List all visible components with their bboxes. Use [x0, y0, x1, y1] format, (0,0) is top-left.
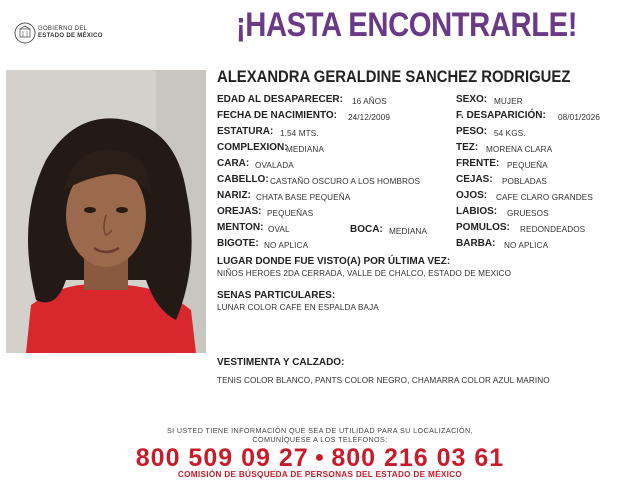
government-logo-text: [38, 26, 103, 40]
lugar-label: LUGAR DONDE FUE VISTO(A) POR ÚLTIMA VEZ:: [217, 256, 451, 267]
separator-dot-icon: ●: [314, 449, 326, 466]
phone-number-1[interactable]: 800 509 09 27: [135, 444, 309, 472]
field-peso: [456, 126, 487, 137]
field-pomulos: [456, 222, 510, 233]
field-cejas: [456, 174, 493, 185]
commission-name: COMISIÓN DE BÚSQUEDA DE PERSONAS DEL ESTADO DE MÉXICO: [177, 470, 463, 479]
estatura-value: 1.54 MTS.: [280, 129, 319, 138]
menton-value: OVAL: [268, 225, 290, 234]
cejas-value: POBLADAS: [502, 177, 547, 186]
fdesaparicion-value: 08/01/2026: [558, 113, 600, 122]
nacimiento-value: 24/12/2009: [348, 113, 390, 122]
labios-value: GRUESOS: [507, 209, 549, 218]
field-fdesaparicion: [456, 110, 546, 121]
tez-label: TEZ:: [456, 142, 479, 153]
field-nariz: [217, 190, 251, 201]
nariz-label: NARIZ:: [217, 190, 251, 201]
peso-label: PESO:: [456, 126, 488, 137]
cabello-label: CABELLO:: [217, 174, 269, 185]
tez-value: MORENA CLARA: [486, 145, 553, 154]
section-vestimenta: [217, 357, 344, 368]
vestimenta-label: VESTIMENTA Y CALZADO:: [217, 357, 345, 368]
peso-value: 54 KGS.: [494, 129, 526, 138]
edad-value: 16 AÑOS: [352, 97, 387, 106]
field-bigote: [217, 238, 259, 249]
boca-label: BOCA:: [350, 224, 383, 235]
nariz-value: CHATA BASE PEQUEÑA: [256, 193, 351, 202]
ojos-label: OJOS:: [456, 190, 488, 201]
menton-label: MENTON:: [217, 222, 264, 233]
edad-label: EDAD AL DESAPARECER:: [217, 94, 343, 105]
barba-value: NO APLICA: [504, 241, 549, 250]
bigote-value: NO APLICA: [264, 241, 309, 250]
field-ojos: [456, 190, 487, 201]
senas-value: LUNAR COLOR CAFE EN ESPALDA BAJA: [217, 303, 379, 312]
orejas-label: OREJAS:: [217, 206, 262, 217]
field-nacimiento: [217, 110, 337, 121]
complexion-value: MEDIANA: [286, 145, 325, 154]
complexion-label: COMPLEXION:: [217, 142, 288, 153]
sexo-value: MUJER: [494, 97, 523, 106]
cejas-label: CEJAS:: [456, 174, 493, 185]
phone-number-2[interactable]: 800 216 03 61: [331, 444, 505, 472]
field-frente: [456, 158, 499, 169]
labios-label: LABIOS:: [456, 206, 498, 217]
cara-value: OVALADA: [255, 161, 294, 170]
frente-value: PEQUEÑA: [507, 161, 548, 170]
senas-label: SENAS PARTICULARES:: [217, 290, 336, 301]
section-senas: [217, 290, 335, 301]
field-orejas: [217, 206, 261, 217]
frente-label: FRENTE:: [456, 158, 500, 169]
field-sexo: [456, 94, 487, 105]
vestimenta-value: TENIS COLOR BLANCO, PANTS COLOR NEGRO, CHAMARRA COLOR AZUL MARINO: [217, 376, 550, 385]
ojos-value: CAFE CLARO GRANDES: [496, 193, 593, 202]
gov-line-1: GOBIERNO DEL: [38, 26, 88, 32]
pomulos-label: POMULOS:: [456, 222, 510, 233]
field-tez: [456, 142, 478, 153]
cara-label: CARA:: [217, 158, 250, 169]
field-labios: [456, 206, 497, 217]
cabello-value: CASTAÑO OSCURO A LOS HOMBROS: [270, 177, 421, 186]
pomulos-value: REDONDEADOS: [520, 225, 586, 234]
section-lugar: [217, 256, 450, 267]
field-estatura: [217, 126, 273, 137]
field-barba: [456, 238, 495, 249]
lugar-value: NIÑOS HEROES 2DA CERRADA, VALLE DE CHALCO, ESTADO DE MEXICO: [217, 269, 512, 278]
sexo-label: SEXO:: [456, 94, 488, 105]
field-boca: [350, 224, 383, 235]
field-menton: [217, 222, 263, 233]
field-cabello: [217, 174, 269, 185]
phone-numbers: [0, 444, 640, 473]
portrait-illustration: [6, 70, 206, 353]
missing-person-photo: [6, 70, 206, 353]
field-cara: [217, 158, 249, 169]
footer-note-line-1: SI USTED TIENE INFORMACIÓN QUE SEA DE UTILIDAD PARA SU LOCALIZACIÓN,: [166, 426, 474, 435]
field-complexion: [217, 142, 288, 153]
state-seal-icon: [14, 22, 36, 44]
gov-line-2: ESTADO DE MÉXICO: [38, 33, 103, 39]
barba-label: BARBA:: [456, 238, 496, 249]
nacimiento-label: FECHA DE NACIMIENTO:: [217, 110, 337, 121]
person-name: ALEXANDRA GERALDINE SANCHEZ RODRIGUEZ: [217, 68, 571, 86]
fdesaparicion-label: F. DESAPARICIÓN:: [456, 110, 546, 121]
boca-value: MEDIANA: [389, 227, 428, 236]
banner-title: ¡HASTA ENCONTRARLE!: [236, 6, 578, 44]
orejas-value: PEQUEÑAS: [267, 209, 314, 218]
estatura-label: ESTATURA:: [217, 126, 274, 137]
bigote-label: BIGOTE:: [217, 238, 259, 249]
footer-note-line-2: COMUNÍQUESE A LOS TELÉFONOS:: [252, 435, 388, 444]
field-edad: [217, 94, 343, 105]
